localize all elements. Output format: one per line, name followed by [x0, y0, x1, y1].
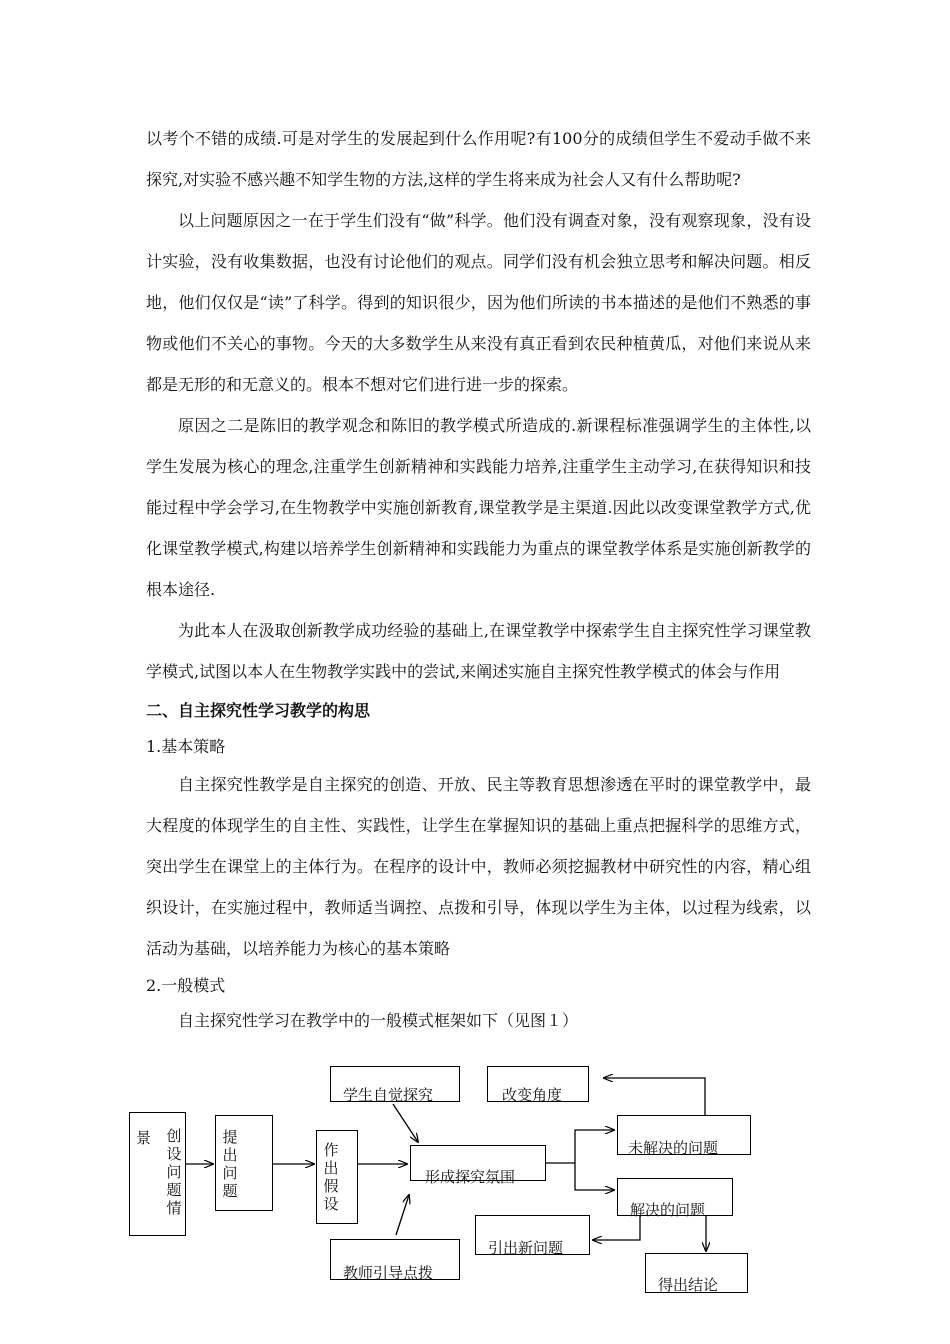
arrow-to-solved	[575, 1163, 614, 1190]
box-new-question-label: 引出新问题	[488, 1239, 564, 1257]
box-create-scene-char: 景	[136, 1129, 152, 1147]
figure-caption: 自主探究性学习在教学中的一般模式框架如下（见图１）	[178, 1011, 579, 1030]
arrow-self-explore-to-atmosphere	[393, 1104, 418, 1142]
arrow-teacher-to-atmosphere	[396, 1195, 409, 1235]
box-unsolved-problem	[617, 1115, 751, 1155]
box-new-question	[475, 1215, 590, 1255]
box-form-atmosphere	[410, 1145, 546, 1186]
box-create-scene	[129, 1112, 186, 1236]
box-teacher-guide	[330, 1239, 460, 1280]
box-unsolved-problem-label: 未解决的问题	[628, 1139, 719, 1157]
box-raise-question	[215, 1115, 273, 1211]
box-change-angle	[487, 1066, 589, 1102]
box-teacher-guide-label: 教师引导点拨	[343, 1264, 434, 1282]
box-student-self-explore-label: 学生自觉探究	[343, 1086, 434, 1104]
arrow-to-unsolved	[575, 1130, 614, 1163]
paragraph-strategy: 自主探究性教学是自主探究的创造、开放、民主等教育思想渗透在平时的课堂教学中，最大程度的体现学生的自主性、实践性，让学生在掌握知识的基础上重点把握科学的思维方式，突出学生在课堂上的主体行为。在程序的设计中，教师必须挖掘教材中研究性的内容，精心组织设计，在实施过程中，教师适当调控、点拨和引导，体现以学生为主体，以过程为线索，以活动为基础，以培养能力为核心的基本策略	[146, 775, 811, 958]
box-draw-conclusion-label: 得出结论	[658, 1276, 719, 1294]
subsection-title-strategy: 1.基本策略	[146, 737, 226, 756]
box-draw-conclusion	[645, 1253, 748, 1293]
box-solved-problem	[617, 1178, 733, 1219]
box-create-scene-vertical: 创设问题情	[166, 1127, 182, 1217]
box-student-self-explore	[330, 1066, 460, 1102]
paragraph-3: 原因之二是陈旧的教学观念和陈旧的教学模式所造成的.新课程标准强调学生的主体性,以学生发展为核心的理念,注重学生创新精神和实践能力培养,注重学生主动学习,在获得知识和技能过程中学会学习,在生物教学中实施创新教育,课堂教学是主渠道.因此以改变课堂教学方式,优化课堂教学模式,构建以培养学生创新精神和实践能力为重点的课堂教学体系是实施创新教学的根本途径.	[146, 416, 811, 599]
subsection-title-model: 2.一般模式	[146, 976, 226, 995]
paragraph-4: 为此本人在汲取创新教学成功经验的基础上,在课堂教学中探索学生自主探究性学习课堂教学模式,试图以本人在生物教学实践中的尝试,来阐述实施自主探究性教学模式的体会与作用	[146, 621, 811, 681]
arrow-unsolved-to-change-angle	[604, 1078, 705, 1115]
paragraph-2: 以上问题原因之一在于学生们没有“做”科学。他们没有调查对象，没有观察现象，没有设计实验，没有收集数据，也没有讨论他们的观点。同学们没有机会独立思考和解决问题。相反地，他们仅仅是“读”了科学。得到的知识很少，因为他们所读的书本描述的是他们不熟悉的事物或他们不关心的事物。今天的大多数学生从来没有真正看到农民种植黄瓜，对他们来说从来都是无形的和无意义的。根本不想对它们进行进一步的探索。	[146, 211, 811, 394]
box-form-atmosphere-label: 形成探究氛围	[425, 1168, 516, 1186]
section-heading: 二、自主探究性学习教学的构思	[146, 701, 371, 720]
box-raise-question-label: 提出问题	[222, 1128, 238, 1200]
box-solved-problem-label: 解决的问题	[630, 1201, 706, 1219]
paragraph-1: 以考个不错的成绩.可是对学生的发展起到什么作用呢?有100分的成绩但学生不爱动手做不来探究,对实验不感兴趣不知学生物的方法,这样的学生将来成为社会人又有什么帮助呢?	[146, 129, 811, 189]
box-make-hypothesis	[316, 1130, 358, 1224]
box-make-hypothesis-label: 作出假设	[323, 1141, 339, 1213]
box-change-angle-label: 改变角度	[502, 1086, 563, 1104]
